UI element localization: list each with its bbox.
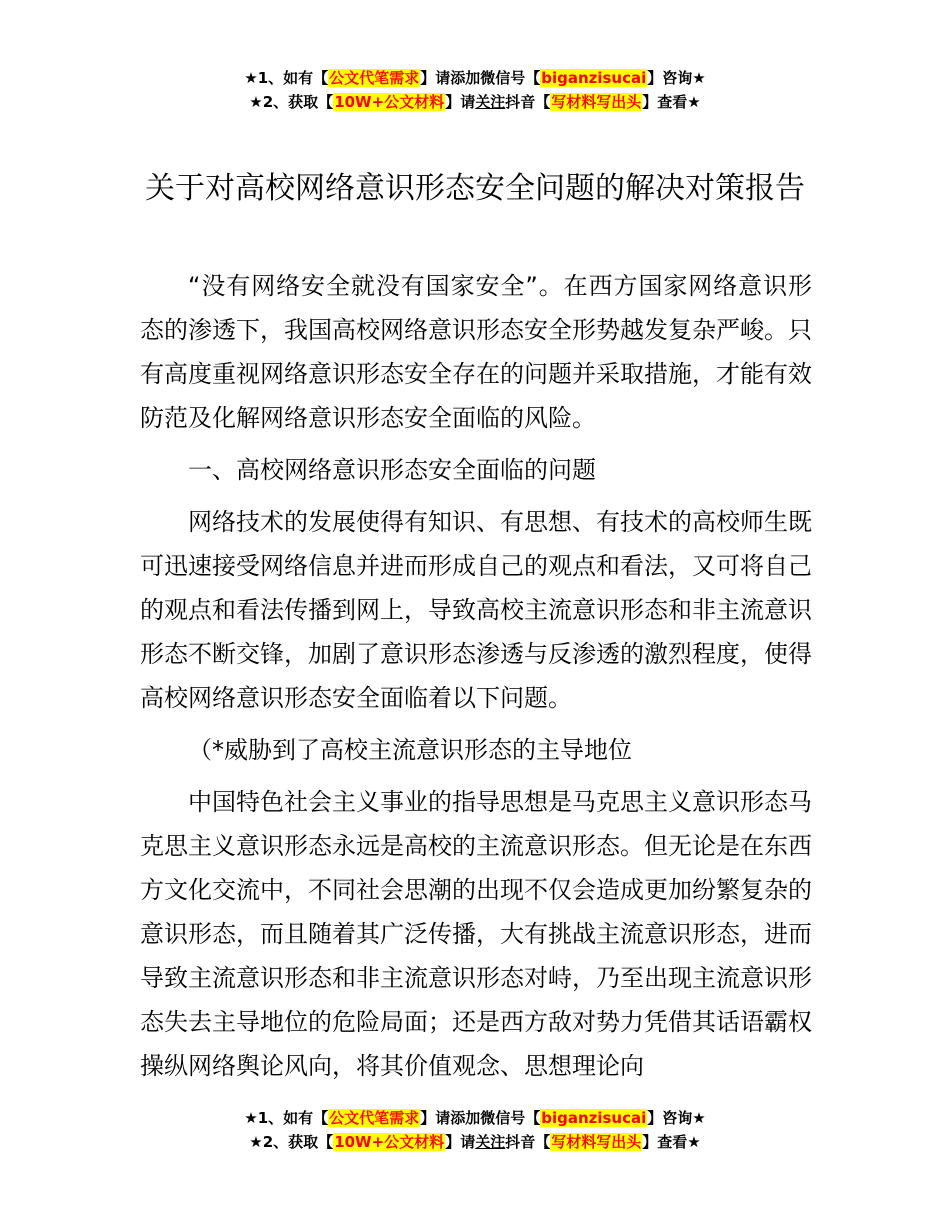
banner-highlight: 10W+公文材料 <box>334 1133 445 1151</box>
banner-underline: 关注 <box>475 1133 506 1151</box>
banner-text: 】咨询★ <box>647 69 706 87</box>
banner-text: ★2、获取【 <box>249 1133 334 1151</box>
banner-text: ★1、如有【 <box>244 69 329 87</box>
banner-text: ★2、获取【 <box>249 93 334 111</box>
banner-highlight: 10W+公文材料 <box>334 93 445 111</box>
banner-text: 】请添加微信号【 <box>420 1109 541 1127</box>
paragraph-intro: “没有网络安全就没有国家安全”。在西方国家网络意识形态的渗透下，我国高校网络意识形态安全形势越发复杂严峻。只有高度重视网络意识形态安全存在的问题并采取措施，才能有效防范及化解网络意识形态安全面临的风险。 <box>140 272 812 432</box>
section-heading: 一、高校网络意识形态安全面临的问题 <box>188 456 596 484</box>
banner-highlight: biganzisucai <box>541 1109 647 1127</box>
banner-highlight: 公文代笔需求 <box>329 1109 420 1127</box>
banner-line-2 <box>0 90 950 114</box>
banner-text: 抖音【 <box>505 1133 551 1151</box>
banner-line-1 <box>0 1106 950 1130</box>
banner-text: 】请添加微信号【 <box>420 69 541 87</box>
banner-text: 】请 <box>445 93 476 111</box>
paragraph: 网络技术的发展使得有知识、有思想、有技术的高校师生既可迅速接受网络信息并进而形成自己的观点和看法，又可将自己的观点和看法传播到网上，导致高校主流意识形态和非主流意识形态不断交锋，加剧了意识形态渗透与反渗透的激烈程度，使得高校网络意识形态安全面临着以下问题。 <box>140 508 812 712</box>
paragraph: 中国特色社会主义事业的指导思想是马克思主义意识形态马克思主义意识形态永远是高校的主流意识形态。但无论是在东西方文化交流中，不同社会思潮的出现不仅会造成更加纷繁复杂的意识形态，而且随着其广泛传播，大有挑战主流意识形态，进而导致主流意识形态和非主流意识形态对峙，乃至出现主流意识形态失去主导地位的危险局面；还是西方敌对势力凭借其话语霸权操纵网络舆论风向，将其价值观念、思想理论向 <box>140 788 812 1080</box>
banner-line-1 <box>0 66 950 90</box>
banner-underline: 关注 <box>475 93 506 111</box>
banner-text: 】查看★ <box>642 93 701 111</box>
subsection-heading: （*威胁到了高校主流意识形态的主导地位 <box>188 736 632 764</box>
banner-text: 抖音【 <box>505 93 551 111</box>
banner-line-2 <box>0 1130 950 1154</box>
banner-text: 】请 <box>445 1133 476 1151</box>
document-body <box>140 264 812 1088</box>
banner-text: ★1、如有【 <box>244 1109 329 1127</box>
banner-highlight: biganzisucai <box>541 69 647 87</box>
document-title: 关于对高校网络意识形态安全问题的解决对策报告 <box>145 171 805 206</box>
banner-text: 】查看★ <box>642 1133 701 1151</box>
banner-highlight: 写材料写出头 <box>551 93 642 111</box>
banner-highlight: 写材料写出头 <box>551 1133 642 1151</box>
banner-highlight: 公文代笔需求 <box>329 69 420 87</box>
banner-text: 】咨询★ <box>647 1109 706 1127</box>
footer-banner <box>0 1106 950 1154</box>
header-banner <box>0 66 950 114</box>
